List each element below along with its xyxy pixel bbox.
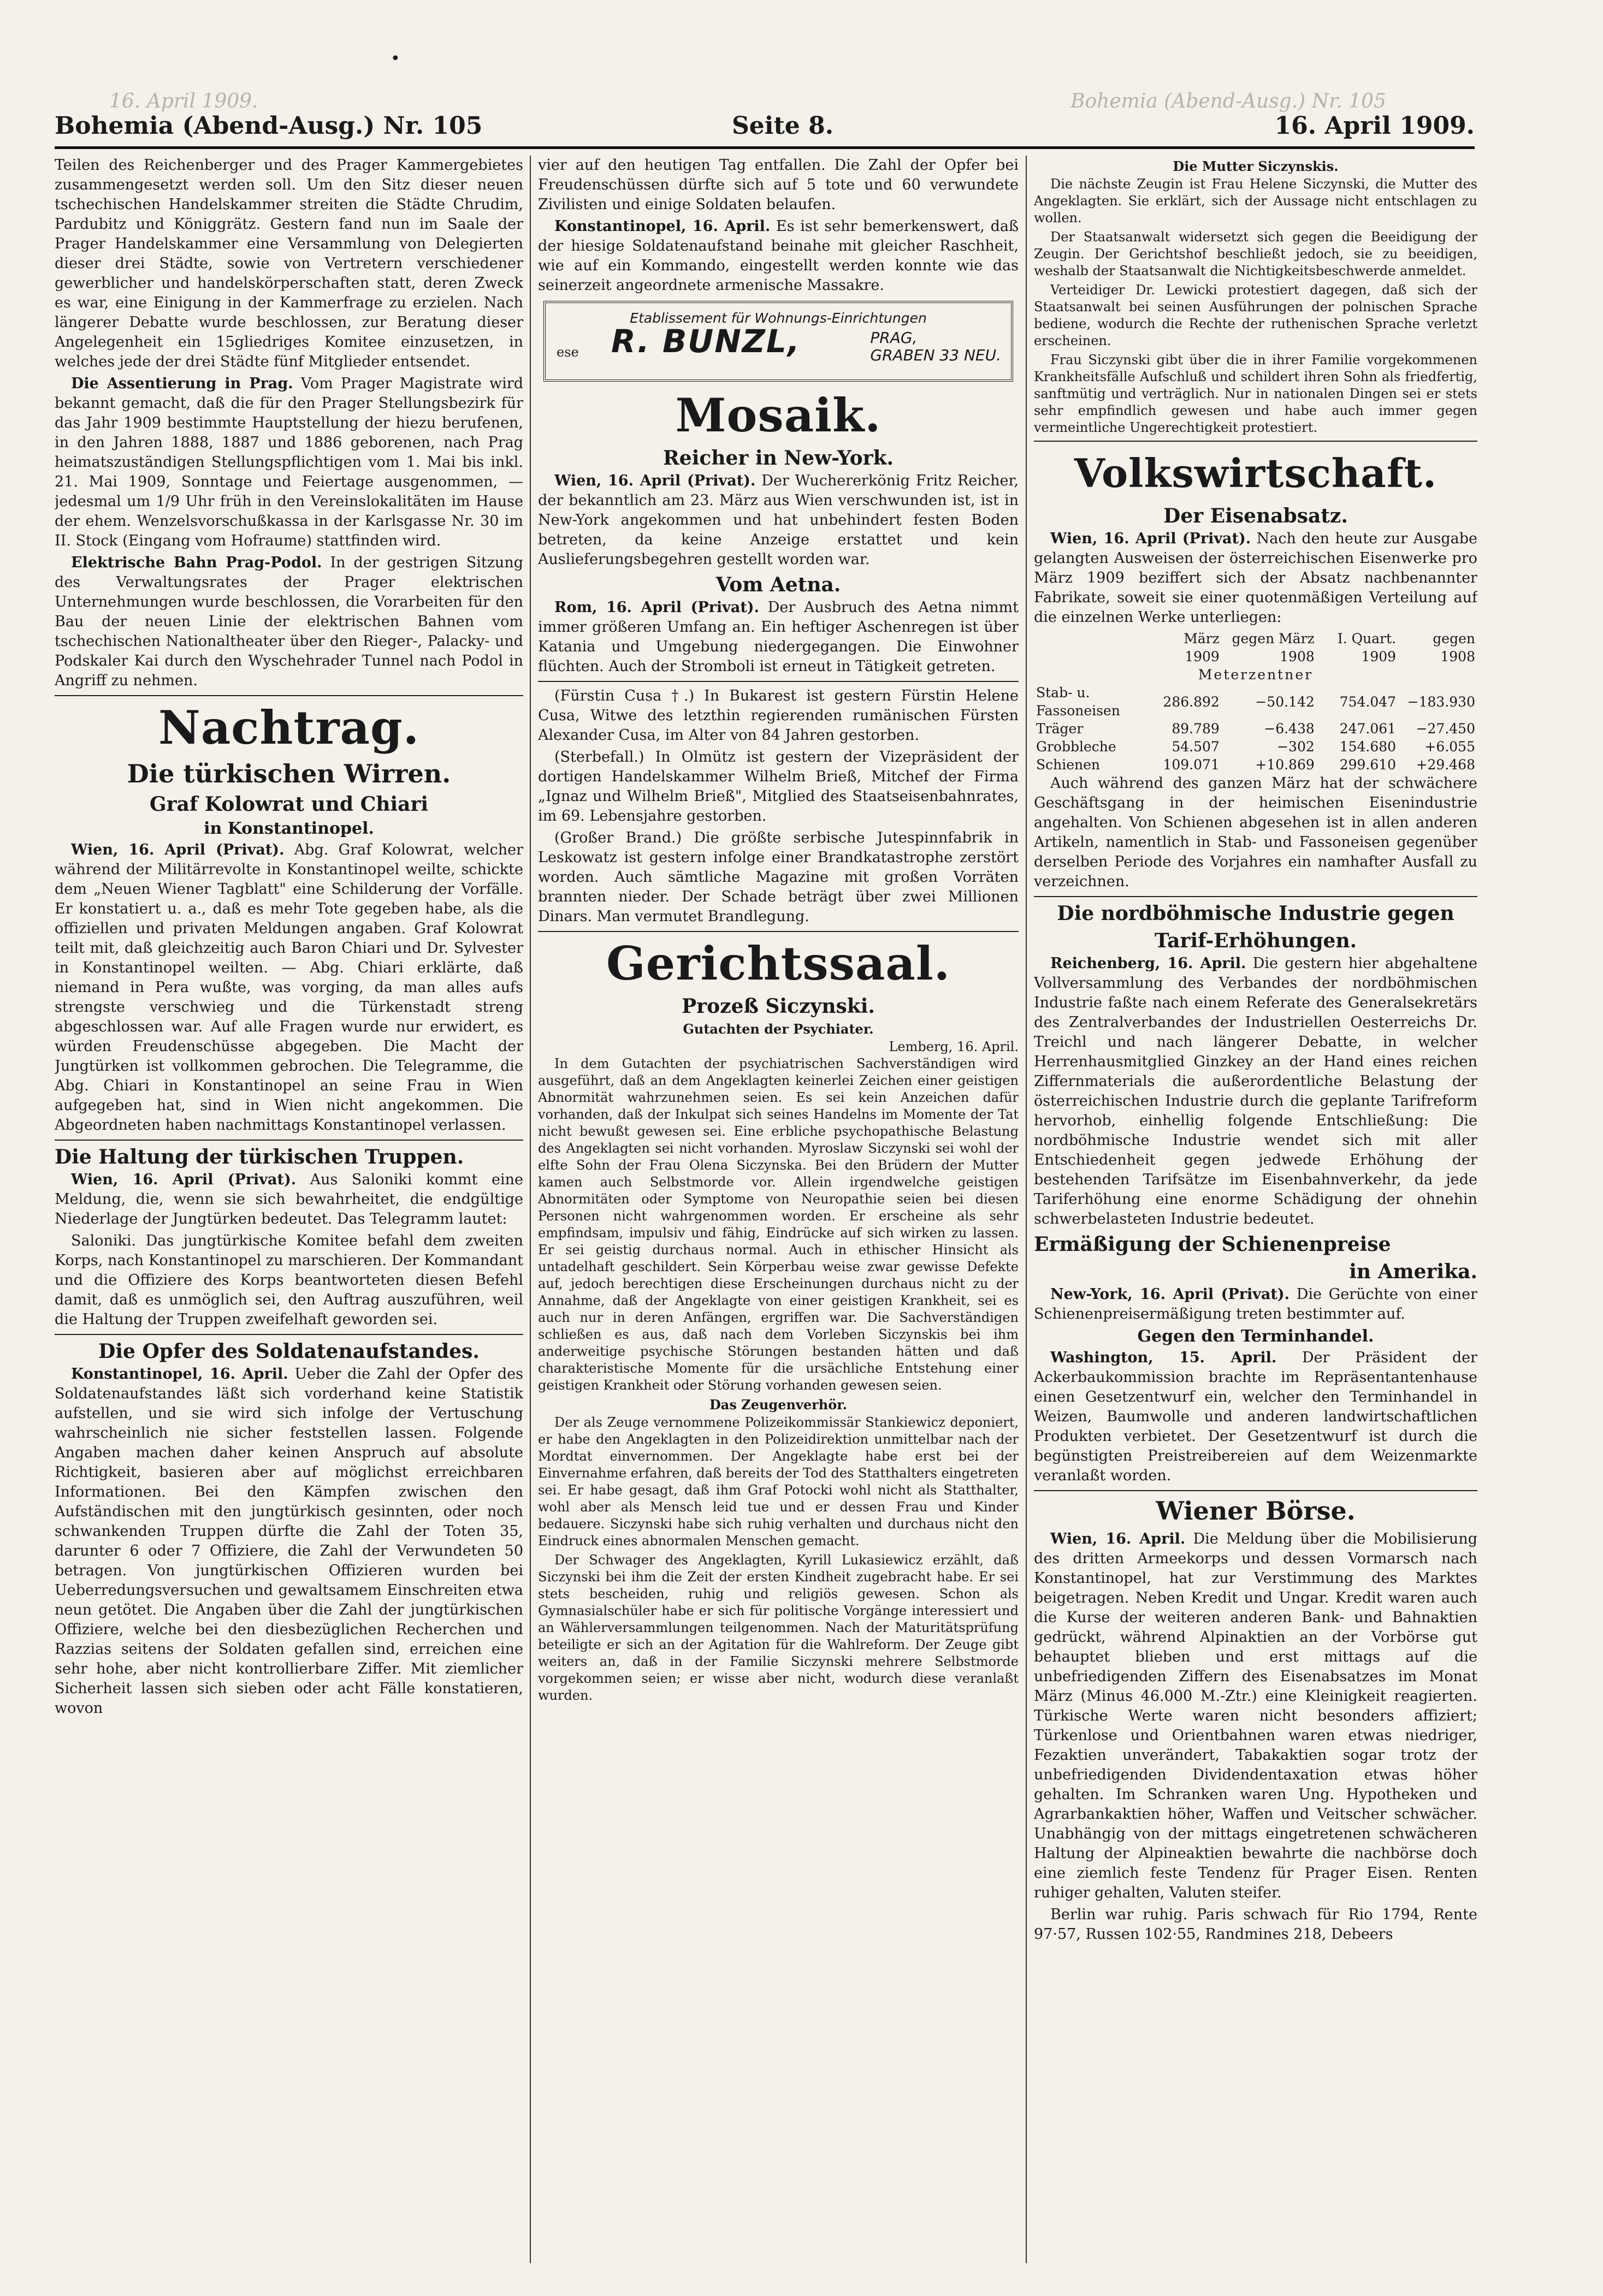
kolowrat-paragraph: [55, 840, 523, 1135]
volkswirtschaft-heading: Volkswirtschaft.: [1074, 450, 1438, 496]
konstantinopel-body: Es ist sehr bemerkenswert, daß der hiesige Soldatenaufstand beinahe mit gleicher Raschheit, wie auf ein Kommando, eingestellt werden konnte wie das seinerzeit angeordnete armenische Massakre.: [538, 218, 1019, 294]
opfer-heading: Die Opfer des Soldatenaufstandes.: [98, 1340, 480, 1363]
divider: [538, 931, 1019, 932]
lukasiewicz-paragraph: Der Schwager des Angeklagten, Kyrill Lukasiewicz erzählt, daß Siczynski bei ihm die Zeit der ersten Kindheit zugebracht habe. Er sei stets bescheiden, ruhig und religiös gewesen. Schon als Gymnasialschüler habe er sich für politische Vorgänge interessiert und an Wählerversammlungen teilgenommen. Nach der Maturitätsprüfung beteiligte er sich an der Agitation für die Wahlreform. Der Zeuge gibt weiters an, daß in der Familie Siczynski mehrere Selbstmorde vorgekommen seien; er wisse aber nicht, wodurch diese veranlaßt wurden.: [538, 1552, 1019, 1703]
newyork-paragraph: [1034, 1285, 1477, 1324]
eisenabsatz-paragraph: [1034, 529, 1477, 627]
dateline: New-York, 16. April (Privat).: [1050, 1286, 1290, 1303]
schienenpreise-heading-1: Ermäßigung der Schienenpreise: [1034, 1233, 1391, 1256]
table-cell: +6.055: [1424, 739, 1475, 755]
table-header-row: [1034, 630, 1477, 666]
table-cell: −183.930: [1407, 693, 1475, 710]
cusa-paragraph: (Fürstin Cusa †.) In Bukarest ist gestern Fürstin Helene Cusa, Witwe des letzthin regierenden rumänischen Fürsten Alexander Cusa, im Alter von 84 Jahren gestorben.: [538, 687, 1019, 744]
table-cell: 754.047: [1339, 693, 1397, 710]
table-cell: −27.450: [1416, 721, 1475, 737]
divider: [1034, 1490, 1477, 1491]
table-cell: −6.438: [1264, 721, 1315, 737]
table-row: [1034, 684, 1477, 720]
bahn-title: Elektrische Bahn Prag-Podol.: [71, 554, 322, 571]
geschaeftsgang-paragraph: Auch während des ganzen März hat der schwächere Geschäftsgang in der heimischen Eisenindustrie angehalten. Von Schienen abgesehen ist in allen anderen Artikeln, namentlich in Stab- und Fassoneisen gegenüber derselben Periode des Vorjahres ein namhafter Ausfall zu verzeichnen.: [1034, 775, 1477, 890]
konstantinopel-paragraph: [538, 217, 1019, 295]
table-cell: 247.061: [1339, 721, 1397, 737]
table-header-cell: I. Quart. 1909: [1337, 631, 1397, 665]
lewicki-paragraph: Verteidiger Dr. Lewicki protestiert dagegen, daß sich der Staatsanwalt bei seinen Ausführungen der polnischen Sprache bediene, wodurch die Rechte der ruthenischen Sprache verletzt erscheinen.: [1034, 282, 1477, 348]
siczynski-mother-paragraph: Frau Siczynski gibt über die in ihrer Familie vorgekommenen Krankheitsfälle Aufschluß und schildert ihren Sohn als friedfertig, sanftmütig und verträglich. Nur in nationalen Dingen sei er stets sehr empfindlich gewesen und habe auch immer gegen vermeintliche Ungerechtigkeit protestiert.: [1034, 352, 1477, 435]
table-cell: 286.892: [1163, 693, 1220, 710]
dateline: Konstantinopel, 16. April.: [554, 218, 771, 235]
ad-mark: ese: [557, 345, 579, 360]
table-header-cell: gegen März 1908: [1232, 631, 1315, 665]
boerse-body: Die Meldung über die Mobilisierung des dritten Armeekorps und dessen Vormarsch nach Konstantinopel, hat zur Verstimmung des Marktes beigetragen. Neben Kredit und Ungar. Kredit waren auch die Kurse der weiteren anderen Bank- und Bahnaktien gedrückt, während Alpinaktien an der Vorbörse gut behauptet blieben und erst mittags auf die unbefriedigenden Ziffern des Eisenabsatzes im Monat März (Minus 46.000 M.-Ztr.) eine Kleinigkeit reagierten. Türkische Werte waren nicht besonders affiziert; Türkenlose und Orientbahnen waren etwas niedriger, Fezaktien unverändert, Tabakaktien sogar trotz der unbefriedigenden Dividendentaxation etwas höher gehalten. Im Schranken waren Ung. Hypotheken und Agrarbankaktien höher, Waffen und Veitscher schwächer. Unabhängig von der mittags eingetretenen schwächeren Haltung der Alpineaktien bewahrte die nachbörse doch eine ziemlich feste Tendenz für Prager Eisen. Renten ruhiger gehalten, Valuten steifer.: [1034, 1530, 1477, 1901]
aetna-heading: Vom Aetna.: [715, 573, 841, 596]
table-header-cell: gegen 1908: [1433, 631, 1475, 665]
table-cell: −302: [1277, 739, 1315, 755]
nordboehmen-heading-1: Die nordböhmische Industrie gegen: [1057, 902, 1454, 925]
ad-tagline: Etablissement für Wohnungs-Einrichtungen: [630, 310, 927, 326]
haltung-heading: Die Haltung der türkischen Truppen.: [55, 1146, 464, 1168]
bleedthrough-right: Bohemia (Abend-Ausg.) Nr. 105: [1070, 90, 1386, 112]
column-rule-1: [530, 156, 531, 2263]
reicher-heading: Reicher in New-York.: [663, 447, 894, 470]
page-number: Seite 8.: [732, 112, 834, 140]
assentierung-paragraph: [55, 374, 523, 551]
saloniki-paragraph: Saloniki. Das jungtürkische Komitee befahl dem zweiten Korps, nach Konstantinopel zu marschieren. Der Kommandant und die Offiziere des Korps beantworteten diesen Befehl damit, daß es unmöglich sei, den Auftrag auszuführen, weil die Haltung der Truppen zweifelhaft geworden sei.: [55, 1232, 523, 1328]
aetna-body: Der Ausbruch des Aetna nimmt immer größeren Umfang an. Ein heftiger Aschenregen ist über Katania und Umgebung niedergegangen. Die Einwohner flüchten. Auch der Stromboli ist erneut in Tätigkeit getreten.: [538, 599, 1019, 675]
kolowrat-heading-2: in Konstantinopel.: [204, 819, 374, 838]
table-cell: −50.142: [1255, 693, 1315, 710]
ad-street: GRABEN 33 NEU.: [870, 346, 1001, 364]
table-header-cell: [1034, 630, 1151, 666]
page-mark: •: [391, 49, 400, 68]
divider: [55, 1140, 523, 1141]
table-cell: 54.507: [1172, 739, 1220, 755]
gerichtssaal-heading: Gerichtssaal.: [606, 936, 950, 990]
column-3: [1034, 156, 1477, 2274]
table-cell: 299.610: [1339, 757, 1397, 773]
reichenberg-paragraph: [1034, 954, 1477, 1229]
table-cell: +29.468: [1416, 757, 1475, 773]
table-cell: Träger: [1036, 721, 1084, 737]
assentierung-title: Die Assentierung in Prag.: [71, 375, 293, 392]
divider: [538, 681, 1019, 682]
ad-company-name: R. BUNZL,: [611, 323, 801, 360]
dateline: Washington, 15. April.: [1050, 1349, 1277, 1366]
table-cell: Stab- u. Fassoneisen: [1036, 685, 1120, 719]
page-header: [55, 112, 1475, 145]
table-cell: Schienen: [1036, 757, 1101, 773]
washington-paragraph: [1034, 1348, 1477, 1486]
column-rule-2: [1026, 156, 1027, 2263]
ad-address: [870, 329, 1001, 364]
sterbefall-paragraph: (Sterbefall.) In Olmütz ist gestern der Vizepräsident der dortigen Handelskammer Wilhelm Brieß, Mitchef der Firma „Ignaz und Wilhelm Brieß", Mitglied des Staatseisenbahnrates, im 69. Lebensjahre gestorben.: [538, 749, 1019, 824]
divider: [1034, 896, 1477, 897]
ad-city: PRAG,: [870, 329, 918, 347]
newyork-body: Die Gerüchte von einer Schienenpreisermäßigung treten bestimmter auf.: [1034, 1286, 1477, 1322]
berlin-paragraph: Berlin war ruhig. Paris schwach für Rio 1794, Rente 97·57, Russen 102·55, Randmines 218, Debeers: [1034, 1906, 1477, 1943]
kolowrat-heading-1: Graf Kolowrat und Chiari: [149, 793, 429, 816]
table-header-cell: März 1909: [1184, 631, 1220, 665]
issue-date: 16. April 1909.: [1274, 112, 1475, 140]
table-row: [1034, 756, 1477, 774]
table-unit: Meterzentner: [1198, 667, 1314, 683]
brand-paragraph: (Großer Brand.) Die größte serbische Jutespinnfabrik in Leskowatz ist gestern infolge einer Brandkatastrophe zerstört worden. Auch sämtliche Magazine mit großen Vorräten brannten nieder. Der Schade beträgt über zwei Millionen Dinars. Man vermutet Brandlegung.: [538, 829, 1019, 925]
reicher-paragraph: [538, 471, 1019, 569]
mosaik-heading: Mosaik.: [675, 388, 882, 442]
mutter-heading: Die Mutter Siczynskis.: [1173, 158, 1339, 174]
dateline: Wien, 16. April (Privat).: [554, 472, 756, 489]
column-2: [538, 156, 1019, 2274]
dateline: Wien, 16. April (Privat).: [1050, 530, 1251, 547]
dateline: Rom, 16. April (Privat).: [554, 599, 759, 616]
gutachten-heading: Gutachten der Psychiater.: [683, 1021, 874, 1037]
table-cell: 109.071: [1163, 757, 1220, 773]
boerse-paragraph: [1034, 1529, 1477, 1903]
dateline: Wien, 16. April (Privat).: [71, 1171, 297, 1188]
nachtrag-heading: Nachtrag.: [158, 701, 419, 755]
reicher-body: Der Wuchererkönig Fritz Reicher, der bekanntlich am 23. März aus Wien verschwunden ist, ist in New-York angekommen und hat unbehindert festen Boden betreten, da keine Anzeige erstattet und kein Auslieferungsbegehren gestellt worden war.: [538, 472, 1019, 568]
eisenabsatz-body: Nach den heute zur Ausgabe gelangten Ausweisen der österreichischen Eisenwerke pro März 1909 beziffert sich der Absatz nachbenannter Fabrikate, soweit sie einer quotenmäßigen Verteilung auf die einzelnen Werke unterliegen:: [1034, 530, 1477, 626]
zeugen-heading: Das Zeugenverhör.: [709, 1397, 848, 1413]
washington-body: Der Präsident der Ackerbaukommission brachte im Repräsentantenhause einen Gesetzentwurf ein, welcher den Terminhandel in Weizen, Baumwolle und anderen landwirtschaftlichen Produkten verbietet. Der Gesetzentwurf ist durch die begünstigten Preistreibereien auf dem Weizenmarkte veranlaßt worden.: [1034, 1349, 1477, 1484]
assentierung-body: Vom Prager Magistrate wird bekannt gemacht, daß die für den Prager Stellungsbezirk für das Jahr 1909 bestimmte Hauptstellung der hiezu berufenen, in den Jahren 1888, 1887 und 1886 geborenen, nach Prag heimatszuständigen Stellungspflichtigen vom 1. Mai bis inkl. 21. Mai 1909, Sonntage und Feiertage ausgenommen, — jedesmal um 1/9 Uhr früh in den Vereinslokalitäten im Hause der ehem. Wenzelsvorschußkassa in der Karlsgasse Nr. 30 im II. Stock (Eingang vom Hofraume) stattfinden wird.: [55, 375, 523, 549]
intro-paragraph: Teilen des Reichenberger und des Prager Kammergebietes zusammengesetzt werden soll. Um den Sitz dieser neuen tschechischen Handelskammer streiten die Städte Chrudim, Pardubitz und Königgrätz. Gestern fand nun im Saale der Prager Handelskammer eine Versammlung von Delegierten dieser drei Städte, sowie von Vertretern verschiedener gewerblicher und handelskörperschaften statt, deren Zweck es war, eine Einigung in der Kammerfrage zu erzielen. Nach längerer Debatte wurde beschlossen, zur Beratung dieser Angelegenheit ein 15gliedriges Komitee einzusetzen, in welches jede der drei Städte fünf Mitglieder entsendet.: [55, 157, 523, 370]
wirren-heading: Die türkischen Wirren.: [127, 759, 451, 788]
terminhandel-heading: Gegen den Terminhandel.: [1137, 1327, 1374, 1346]
reichenberg-body: Die gestern hier abgehaltene Vollversammlung des Verbandes der nordböhmischen Industrie faßte nach einem Referate des Generalsekretärs des Zentralverbandes der Industriellen Oesterreichs Dr. Treichl und nach längerer Debatte, in welcher Herrenhausmitglied Ginzkey an der Hand eines reichen Ziffernmaterials die außerordentliche Belastung der österreichischen Industrie durch die geplante Tarifreform hervorhob, einhellig folgende Entschließung: Die nordböhmische Industrie wendet sich mit aller Entschiedenheit gegen jedwede Erhöhung der bestehenden Tarifsätze im Eisenbahnverkehr, da jede Tariferhöhung eine enorme Schädigung der ohnehin schwerbelasteten Industrie bedeutet.: [1034, 955, 1477, 1227]
masthead: Bohemia (Abend-Ausg.) Nr. 105: [55, 112, 483, 140]
divider: [1034, 441, 1477, 442]
dateline: Wien, 16. April (Privat).: [71, 841, 285, 858]
header-rule: [55, 146, 1475, 149]
kolowrat-body: Abg. Graf Kolowrat, welcher während der Militärrevolte in Konstantinopel weilte, schickte dem „Neuen Wiener Tagblatt" eine Schilderung der Vorfälle. Er konstatiert u. a., daß es mehr Tote gegeben habe, als die offiziellen und privaten Meldungen angaben. Graf Kolowrat teilt mit, daß gleichzeitig auch Baron Chiari und Dr. Sylvester in Konstantinopel weilten. — Abg. Chiari erklärte, daß niemand in Pera wußte, was vorging, da man alles aufs strengste verschwieg und die Türkenstadt streng abgeschlossen war. Auf alle Fragen wurde nur erwidert, es würden Freudenschüsse abgegeben. Die Macht der Jungtürken ist vollkommen gebrochen. Die Telegramme, die Abg. Chiari in Konstantinopel an seine Frau in Wien aufgegeben hat, sind in Wien nicht angekommen. Die Abgeordneten haben nachmittags Konstantinopel verlassen.: [55, 841, 523, 1134]
haltung-paragraph: [55, 1170, 523, 1229]
eisenabsatz-heading: Der Eisenabsatz.: [1163, 505, 1348, 527]
table-cell: 154.680: [1339, 739, 1397, 755]
opfer-body: Ueber die Zahl der Opfer des Soldatenaufstandes läßt sich vorderhand keine Statistik aufstellen, und sie wird sich infolge der Vertuschung wahrscheinlich nie sicher feststellen lassen. Folgende Angaben machen daher keinen Anspruch auf absolute Richtigkeit, basieren aber auf möglichst erreichbaren Informationen. Bei den Kämpfen zwischen den Aufständischen mit den jungtürkisch gesinnten, oder noch schwankenden Truppen dürfte die Zahl der Toten 35, darunter 6 oder 7 Offiziere, die Zahl der Verwundeten 50 betragen. Von jungtürkischen Offizieren wurden bei Ueberredungsversuchen und gewaltsamem Einschreiten etwa neun getötet. Die Angaben über die Zahl der jungtürkischen Offiziere, welche bei den diesbezüglichen Recherchen und Razzias seitens der Soldaten gefallen sind, erreichen eine sehr hohe, aber nicht kontrollierbare Ziffer. Mit ziemlicher Sicherheit lassen sich sieben oder acht Fälle konstatieren, wovon: [55, 1366, 523, 1717]
divider: [55, 1334, 523, 1335]
boerse-heading: Wiener Börse.: [1156, 1496, 1356, 1526]
bahn-paragraph: [55, 553, 523, 691]
gutachten-paragraph: In dem Gutachten der psychiatrischen Sachverständigen wird ausgeführt, daß an dem Angeklagten keinerlei Zeichen einer geistigen Abnormität wahrzunehmen seien. Es sei kein Anzeichen dafür vorhanden, daß der Inkulpat sich seines Handelns im Momente der Tat nicht bewußt gewesen sei. Eine erbliche psychopathische Belastung des Angeklagten sei nicht vorhanden. Myroslaw Siczynski sei wohl der elfte Sohn der Frau Olena Siczynska. Bei den Brüdern der Mutter kamen auch Selbstmorde vor. Allein irgendwelche geistigen Abnormitäten oder Symptome von Neuropathie seien bei diesen Personen nicht wahrgenommen worden. Er erscheine als sehr empfindsam, impulsiv und fähig, Eindrücke auf sich wirken zu lassen. Er sei geistig durchaus normal. Auch in ethischer Hinsicht als untadelhaft geschildert. Sein Körperbau weise zwar gewisse Defekte auf, jedoch berechtigen diese Erscheinungen durchaus nicht zu der Annahme, daß der Angeklagte von einer geistigen Krankheit, sei es auch nur in deren Anfängen, ergriffen war. Die Sachverständigen schließen es aus, daß nach dem Vorleben Siczynskis bei ihm anderweitige psychische Störungen bestanden hätten und daß charakteristische Momente für die ursächliche Entstehung einer geistigen Krankheit oder Störung vorhanden gewesen seien.: [538, 1056, 1019, 1393]
dateline: Wien, 16. April.: [1050, 1530, 1186, 1547]
lemberg-dateline: Lemberg, 16. April.: [889, 1039, 1019, 1054]
schienenpreise-heading-2: in Amerika.: [1349, 1260, 1477, 1283]
divider: [55, 695, 523, 696]
opfer-continued: vier auf den heutigen Tag entfallen. Die Zahl der Opfer bei Freudenschüssen dürfte sich auf 5 tote und 60 verwundete Zivilisten und einige Soldaten belaufen.: [538, 157, 1019, 213]
table-cell: Grobbleche: [1036, 739, 1116, 755]
prozess-heading: Prozeß Siczynski.: [682, 995, 875, 1018]
dateline: Reichenberg, 16. April.: [1050, 955, 1246, 972]
nordboehmen-heading-2: Tarif-Erhöhungen.: [1154, 929, 1357, 952]
bleedthrough-left: 16. April 1909.: [109, 90, 258, 112]
stankiewicz-paragraph: Der als Zeuge vernommene Polizeikommissär Stankiewicz deponiert, er habe den Angeklagten in den Polizeidirektion unmittelbar nach der Mordtat einvernommen. Der Angeklagte habe erst bei der Einvernahme erfahren, daß bereits der Tod des Statthalters eingetreten sei. Er habe gesagt, daß ihm Graf Potocki wohl nicht als Statthalter, wohl aber als Mensch leid tue und er dessen Frau und Kinder bedauere. Siczynski habe sich ruhig verhalten und durchaus nicht den Eindruck eines abnormalen Menschen gemacht.: [538, 1415, 1019, 1549]
opfer-paragraph: [55, 1364, 523, 1718]
table-cell: 89.789: [1172, 721, 1220, 737]
haltung-body: Aus Saloniki kommt eine Meldung, die, wenn sie sich bewahrheitet, die endgültige Niederlage der Jungtürken bedeutet. Das Telegramm lautet:: [55, 1171, 523, 1227]
table-cell: +10.869: [1255, 757, 1315, 773]
bunzl-advertisement: [543, 301, 1013, 382]
table-row: [1034, 738, 1477, 756]
table-row: [1034, 720, 1477, 738]
mutter-paragraph: Die nächste Zeugin ist Frau Helene Siczynski, die Mutter des Angeklagten. Sie erklärt, sich der Aussage nicht entschlagen zu wollen.: [1034, 176, 1477, 226]
table-unit-row: [1034, 666, 1477, 684]
eisenabsatz-table: [1034, 630, 1477, 774]
aetna-paragraph: [538, 598, 1019, 677]
staatsanwalt-paragraph: Der Staatsanwalt widersetzt sich gegen die Beeidigung der Zeugin. Der Gerichtshof beschließt jedoch, sie zu beeidigen, weshalb der Staatsanwalt die Nichtigkeitsbeschwerde anmeldet.: [1034, 229, 1477, 278]
column-1: [55, 156, 523, 2274]
bahn-body: In der gestrigen Sitzung des Verwaltungsrates der Prager elektrischen Unternehmungen wurde beschlossen, die Vorarbeiten für den Bau der neuen Linie der elektrischen Bahnen vom tschechischen Nationaltheater über den Rieger-, Palacky- und Podskaler Kai durch den Wyschehrader Tunnel nach Podol in Angriff zu nehmen.: [55, 554, 523, 689]
dateline: Konstantinopel, 16. April.: [71, 1366, 288, 1383]
